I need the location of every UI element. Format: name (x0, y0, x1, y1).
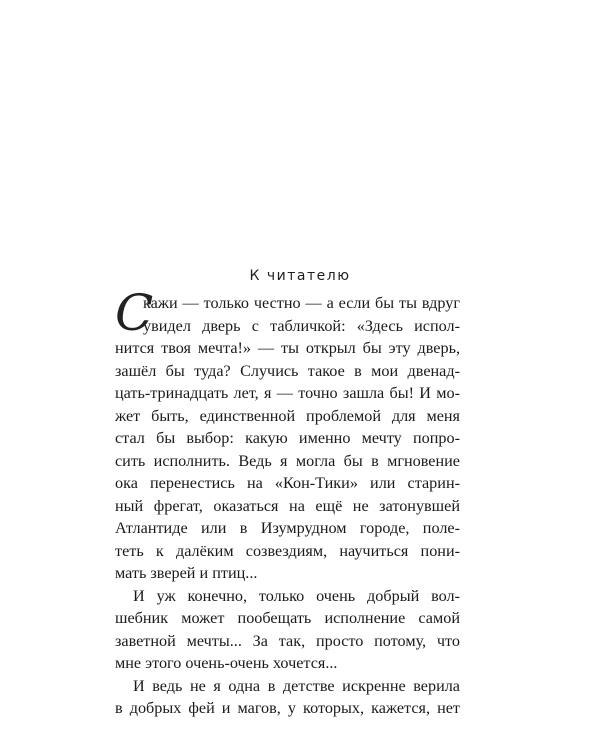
chapter-heading: К читателю (249, 267, 351, 284)
text-line: в добрых фей и магов, у которых, кажется, нет (115, 699, 460, 717)
text-line: шебник может пообещать исполнение самой (115, 609, 460, 627)
text-line: нится твоя мечта!» — ты открыл бы эту дверь, (115, 339, 460, 357)
paragraph-1 (115, 284, 460, 585)
text-line: зашёл бы туда? Случись такое в мои двенад- (115, 361, 460, 380)
text-line: И уж конечно, только очень добрый вол- (133, 586, 460, 605)
paragraph-3 (115, 675, 460, 720)
text-line: И ведь не я одна в детстве искренне верила (133, 676, 460, 695)
text-line: жет быть, единственной проблемой для меня (115, 406, 460, 425)
text-line: цать-тринадцать лет, я — точно зашла бы! И мо- (115, 384, 460, 402)
body-text (115, 284, 460, 720)
text-line: кажи — только честно — а если бы ты вдруг (143, 294, 460, 312)
text-line: заветной мечты... За так, просто потому, что (115, 631, 460, 650)
text-line: мать зверей и птиц... (115, 564, 258, 582)
drop-cap: С (115, 284, 154, 342)
text-line: теть к далёким созвездиям, научиться пони- (115, 541, 460, 560)
paragraph-2 (115, 585, 460, 675)
text-line: ный фрегат, оказаться на ещё не затонувшей (115, 496, 460, 515)
text-line: стал бы выбор: какую именно мечту попро- (115, 429, 460, 447)
text-line: мне этого очень-очень хочется... (115, 654, 338, 672)
text-line: сить исполнить. Ведь я могла бы в мгновение (115, 451, 460, 470)
text-line: Атлантиде или в Изумрудном городе, поле- (115, 519, 460, 537)
text-line: увидел дверь с табличкой: «Здесь испол- (143, 316, 460, 335)
text-line: ока перенестись на «Кон-Тики» или старин- (115, 474, 460, 492)
